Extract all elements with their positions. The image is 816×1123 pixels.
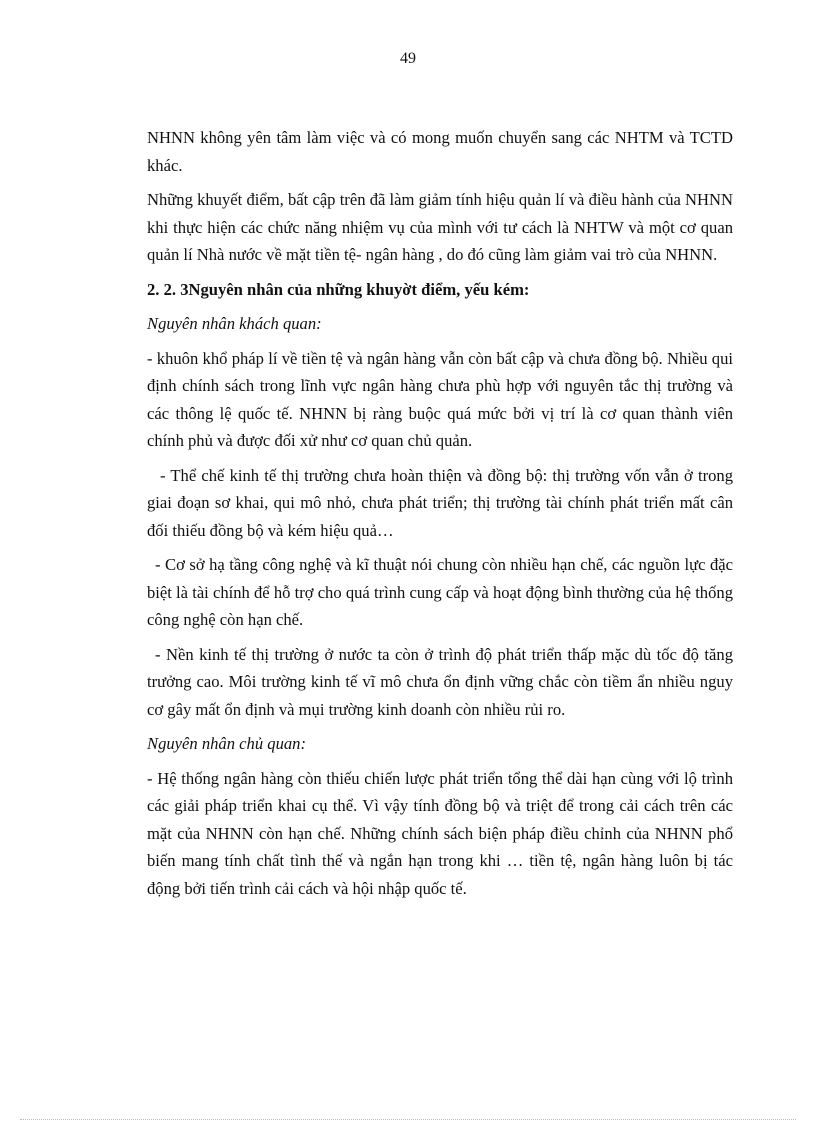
paragraph-strategy: - Hệ thống ngân hàng còn thiếu chiến lược phát triển tổng thể dài hạn cùng với lộ trình các giải pháp triển khai cụ thể. Vì vậy tính đồng bộ và triệt để trong cải cách trên các mặt của NHNN còn hạn chế. Những chính sách biện pháp điều chỉnh của NHNN phổ biến mang tính chất tình thế và ngắn hạn trong khi … tiền tệ, ngân hàng luôn bị tác động bởi tiến trình cải cách và hội nhập quốc tế. [147,768,733,898]
subheading-objective-causes: Nguyên nhân khách quan: [147,314,322,333]
paragraph-shortcomings: Những khuyết điểm, bất cập trên đã làm giảm tính hiệu quản lí và điều hành của NHNN khi thực hiện các chức năng nhiệm vụ của mình với tư cách là NHTW và một cơ quan quản lí Nhà nước về mặt tiền tệ- ngân hàng , do đó cũng làm giảm vai trò của NHNN. [147,190,733,264]
document-body [147,124,733,909]
section-heading: 2. 2. 3Nguyên nhân của những khuyờt điểm, yếu kém: [147,279,530,299]
paragraph-market-institutions: - Thể chế kinh tế thị trường chưa hoàn thiện và đồng bộ: thị trường vốn vẫn ở trong giai đoạn sơ khai, qui mô nhỏ, chưa phát triển; thị trường tài chính phát triển mất cân đối thiếu đồng bộ và kém hiệu quả… [147,465,733,540]
subheading-subjective-causes: Nguyên nhân chủ quan: [147,734,306,753]
paragraph-intro-continuation: NHNN không yên tâm làm việc và có mong muốn chuyển sang các NHTM và TCTD khác. [147,128,733,175]
page-number: 49 [400,50,416,67]
paragraph-legal-framework: - khuôn khổ pháp lí về tiền tệ và ngân hàng vẫn còn bất cập và chưa đồng bộ. Nhiều qui định chính sách trong lĩnh vực ngân hàng chưa phù hợp với nguyên tắc thị trường và các thông lệ quốc tế. NHNN bị ràng buộc quá mức bởi vị trí là cơ quan thành viên chính phủ và được đối xử như cơ quan chủ quản. [147,348,733,450]
paragraph-economy: - Nền kinh tế thị trường ở nước ta còn ở trình độ phát triển thấp mặc dù tốc độ tăng trưởng cao. Môi trường kinh tế vĩ mô chưa ổn định vững chắc còn tiềm ẩn nhiều nguy cơ gây mất ổn định và mụi trường kinh doanh còn nhiều rủi ro. [147,644,733,719]
paragraph-infrastructure: - Cơ sở hạ tầng công nghệ và kĩ thuật nói chung còn nhiều hạn chế, các nguồn lực đặc biệt là tài chính để hỗ trợ cho quá trình cung cấp và hoạt động bình thường của hệ thống công nghệ còn hạn chế. [147,555,733,629]
page-bottom-border [20,1119,796,1120]
